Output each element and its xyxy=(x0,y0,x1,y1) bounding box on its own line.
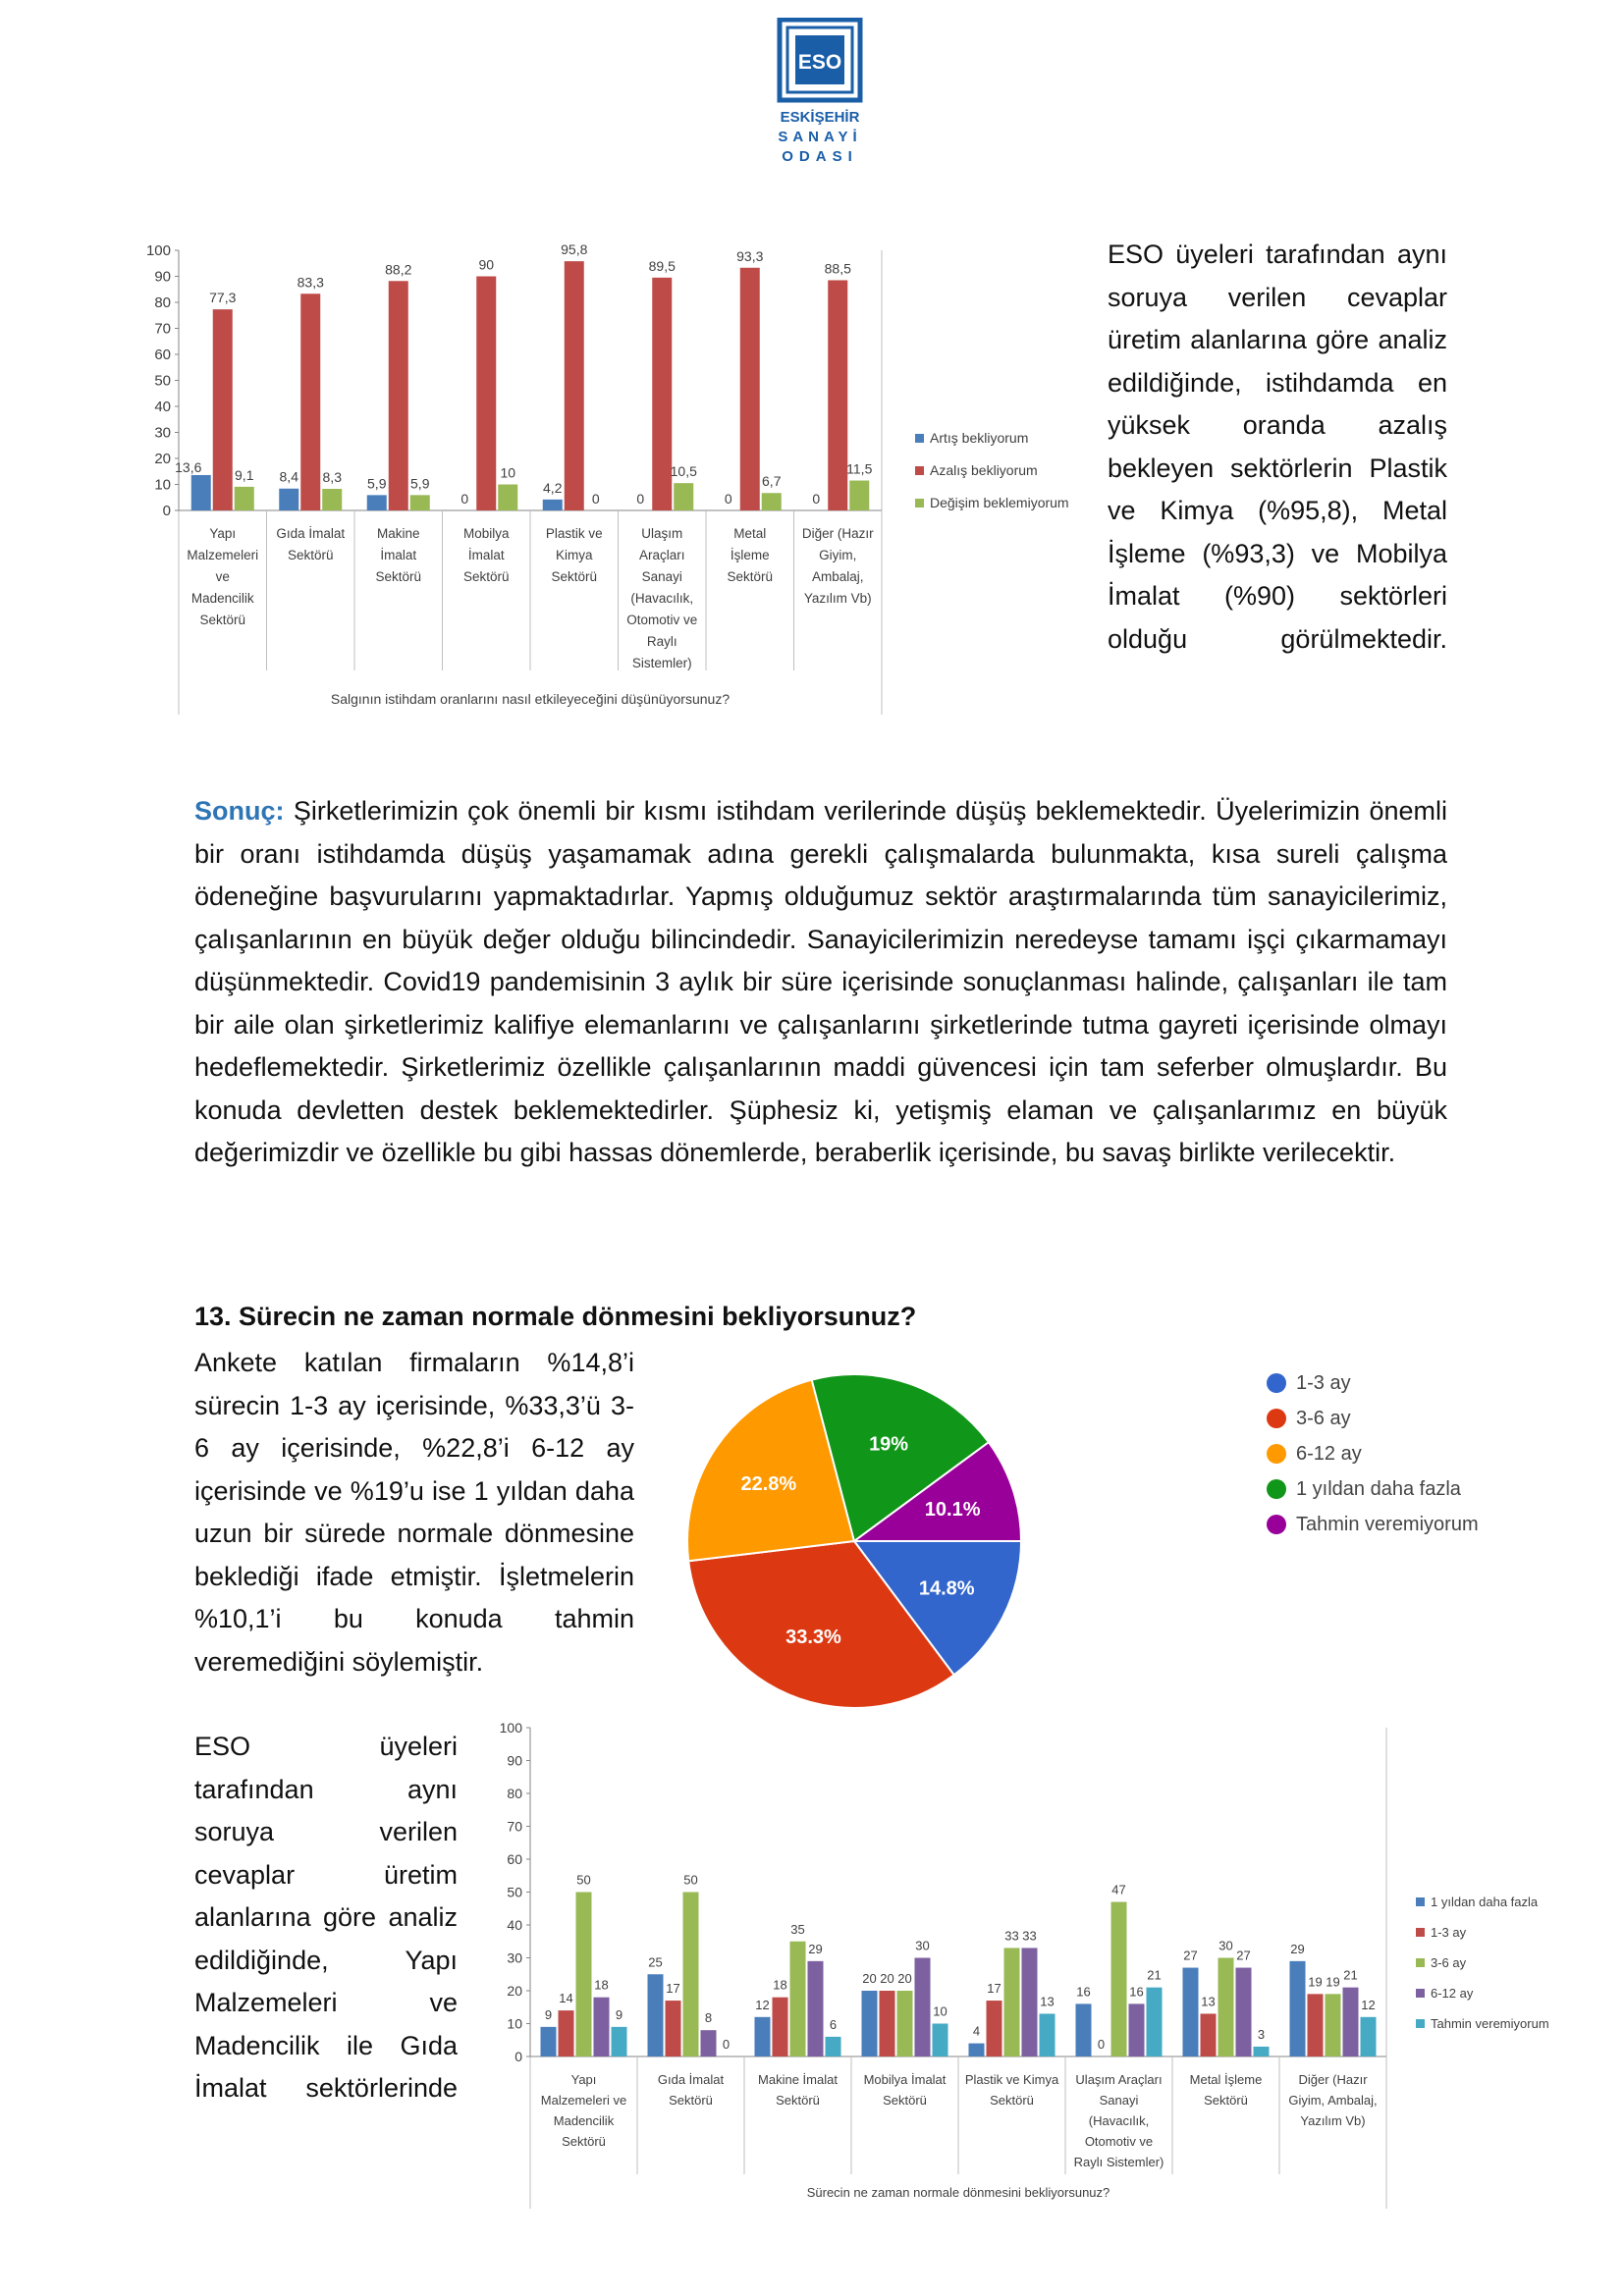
chart1-bar xyxy=(279,489,298,510)
chart3-y-tick-label: 100 xyxy=(499,1720,522,1735)
chart3-data-label: 35 xyxy=(790,1921,805,1937)
chart3-data-label: 9 xyxy=(615,2006,623,2022)
chart1-bar xyxy=(740,268,760,510)
chart3-bar xyxy=(1326,1994,1341,2056)
chart3-data-label: 47 xyxy=(1111,1882,1126,1897)
eso-logo xyxy=(776,18,864,165)
chart3-y-tick-label: 60 xyxy=(507,1851,522,1867)
chart1-category-label: Sektörü xyxy=(462,569,510,584)
chart1-data-label: 11,5 xyxy=(846,460,873,477)
chart1-bar xyxy=(367,495,387,510)
chart3-bar xyxy=(559,2010,574,2056)
chart1-bar xyxy=(543,500,563,510)
chart1-data-label: 13,6 xyxy=(175,458,202,475)
chart3-y-tick-label: 10 xyxy=(507,2015,522,2032)
chart1-category-label: Sektörü xyxy=(287,548,334,562)
chart3-category-label: Plastik ve Kimya xyxy=(964,2072,1059,2087)
chart3-category-label: Sektörü xyxy=(990,2093,1034,2108)
chart3-bar xyxy=(1343,1988,1359,2056)
pie-legend-label: 6-12 ay xyxy=(1296,1443,1362,1465)
chart3-category-label: Malzemeleri ve xyxy=(540,2093,627,2108)
chart3-bar xyxy=(1183,1968,1199,2056)
chart1-data-label: 4,2 xyxy=(543,479,563,496)
chart3-data-label: 30 xyxy=(915,1938,930,1953)
chart1-data-label: 9,1 xyxy=(235,466,254,483)
chart3-category-label: Sanayi xyxy=(1099,2093,1139,2108)
pie-legend-label: 3-6 ay xyxy=(1296,1408,1351,1429)
chart1-category-label: Giyim, xyxy=(819,548,857,562)
chart3-bar xyxy=(576,1893,592,2057)
chart3-bar xyxy=(701,2030,717,2056)
chart3-y-tick-label: 40 xyxy=(507,1917,522,1933)
chart1-y-tick-label: 60 xyxy=(154,347,171,363)
employment-impact-chart xyxy=(118,231,1090,717)
pie-legend-swatch xyxy=(1267,1409,1286,1428)
chart3-data-label: 27 xyxy=(1236,1948,1251,1963)
conclusion-paragraph xyxy=(194,790,1447,1175)
chart3-data-label: 20 xyxy=(880,1971,894,1986)
chart1-category-label: Diğer (Hazır xyxy=(801,526,874,541)
chart1-category-label: Gıda İmalat xyxy=(276,526,346,541)
chart3-legend-swatch xyxy=(1416,1958,1425,1967)
chart3-bar xyxy=(862,1991,878,2056)
chart3-bar xyxy=(1076,2003,1092,2056)
chart3-category-label: Mobilya İmalat xyxy=(863,2072,947,2087)
chart1-category-label: Metal xyxy=(733,526,767,541)
chart3-title: Sürecin ne zaman normale dönmesini bekliyorsunuz? xyxy=(806,2185,1110,2200)
chart3-data-label: 21 xyxy=(1147,1967,1162,1983)
chart1-legend-swatch xyxy=(915,499,924,507)
section3-paragraph: ESO üyeleri tarafından aynı soruya verilen cevaplar üretim alanlarına göre analiz edildiğinde, Yapı Malzemeleri ve Madencilik ile Gıda İmalat sektörlerinde xyxy=(194,1732,458,2103)
chart1-bar xyxy=(498,485,517,511)
chart3-data-label: 17 xyxy=(987,1981,1001,1997)
chart3-data-label: 0 xyxy=(722,2037,731,2052)
chart3-legend-label: 1-3 ay xyxy=(1431,1925,1467,1940)
chart1-category-label: Sanayi xyxy=(641,569,682,584)
chart3-bar xyxy=(1040,2013,1056,2056)
chart1-bar xyxy=(762,493,782,510)
chart3-bar xyxy=(666,2001,681,2056)
chart1-data-label: 8,4 xyxy=(279,468,298,485)
pie-legend-swatch xyxy=(1267,1444,1286,1464)
chart1-data-label: 10 xyxy=(500,464,516,481)
chart3-data-label: 6 xyxy=(829,2016,838,2032)
chart3-bar xyxy=(1218,1958,1234,2057)
chart1-category-label: Mobilya xyxy=(462,526,510,541)
chart1-bar xyxy=(213,309,233,510)
chart1-y-tick-label: 80 xyxy=(154,294,171,311)
chart1-data-label: 0 xyxy=(724,491,732,507)
chart1-data-label: 8,3 xyxy=(322,469,342,486)
chart1-y-tick-label: 40 xyxy=(154,399,171,415)
chart3-category-label: Sektörü xyxy=(562,2134,606,2149)
logo-abbr: ESO xyxy=(797,51,842,74)
chart1-y-tick-label: 0 xyxy=(162,503,171,519)
chart1-data-label: 10,5 xyxy=(670,463,697,480)
chart3-legend-label: 3-6 ay xyxy=(1431,1955,1467,1970)
chart1-y-tick-label: 90 xyxy=(154,268,171,286)
chart1-legend-label: Artış bekliyorum xyxy=(930,430,1029,446)
chart3-data-label: 4 xyxy=(972,2023,981,2039)
conclusion-label: Sonuç: xyxy=(194,796,285,826)
chart1-category-label: Yapı xyxy=(209,526,237,541)
chart1-category-label: Ulaşım xyxy=(641,526,683,541)
chart3-data-label: 21 xyxy=(1343,1967,1358,1983)
chart1-data-label: 5,9 xyxy=(410,475,430,492)
chart1-bar xyxy=(476,277,496,511)
pie-legend-label: 1-3 ay xyxy=(1296,1372,1351,1394)
chart1-title: Salgının istihdam oranlarını nasıl etkileyeceğini düşünüyorsunuz? xyxy=(330,691,731,707)
chart1-data-label: 5,9 xyxy=(367,475,387,492)
chart1-data-label: 6,7 xyxy=(762,473,782,490)
chart3-data-label: 0 xyxy=(1097,2037,1106,2052)
chart3-bar xyxy=(648,1974,664,2056)
question13-title: 13. Sürecin ne zaman normale dönmesini bekliyorsunuz? xyxy=(194,1302,917,1331)
chart3-data-label: 3 xyxy=(1257,2026,1266,2042)
chart3-y-tick-label: 80 xyxy=(507,1786,522,1801)
chart3-category-label: Makine İmalat xyxy=(758,2072,838,2087)
chart3-legend-swatch xyxy=(1416,2019,1425,2028)
chart3-data-label: 19 xyxy=(1326,1974,1340,1990)
chart3-bar xyxy=(880,1991,895,2056)
pie-legend-swatch xyxy=(1267,1479,1286,1499)
chart3-data-label: 25 xyxy=(648,1954,663,1970)
chart1-data-label: 0 xyxy=(460,491,469,507)
chart1-y-tick-label: 20 xyxy=(154,451,171,467)
normalization-by-sector-chart xyxy=(491,1713,1581,2209)
chart1-category-label: Otomotiv ve xyxy=(626,613,698,627)
chart3-data-label: 18 xyxy=(773,1977,787,1993)
chart3-y-tick-label: 90 xyxy=(507,1752,522,1769)
chart1-category-label: Ambalaj, xyxy=(811,569,864,584)
chart1-y-tick-label: 100 xyxy=(145,242,171,259)
chart3-data-label: 50 xyxy=(576,1872,591,1888)
chart3-bar xyxy=(808,1961,824,2056)
chart3-bar xyxy=(594,1998,610,2056)
chart3-bar xyxy=(969,2044,985,2056)
chart3-data-label: 50 xyxy=(683,1872,698,1888)
chart1-y-tick-label: 70 xyxy=(154,320,171,338)
chart1-bar xyxy=(235,487,254,510)
chart3-data-label: 13 xyxy=(1040,1994,1055,2009)
logo-line1: ESKİŞEHİR xyxy=(780,109,860,126)
chart1-bar xyxy=(828,280,847,510)
chart3-data-label: 8 xyxy=(704,2010,713,2026)
chart3-category-label: Giyim, Ambalaj, xyxy=(1288,2093,1378,2108)
chart3-category-label: Sektörü xyxy=(776,2093,820,2108)
chart3-data-label: 10 xyxy=(933,2003,947,2019)
chart3-bar xyxy=(1022,1948,1038,2056)
chart1-legend-label: Azalış bekliyorum xyxy=(930,462,1038,478)
eso-logo-mark xyxy=(776,18,864,165)
chart3-category-label: Yapı xyxy=(570,2072,597,2087)
chart1-bar xyxy=(674,483,693,510)
chart3-data-label: 12 xyxy=(1361,1997,1376,2012)
chart1-bar xyxy=(849,481,869,510)
conclusion-text: Şirketlerimizin çok önemli bir kısmı istihdam verilerinde düşüş beklemektedir. Üyelerimizin önemli bir oranı istihdamda düşüş yaşamamak adına gerekli çalışmalarda bulunmakta, kısa sureli çalışma ödeneğine başvurularını yapmaktadırlar. Yapmış olduğumuz sektör araştırmalarında tüm sanayicilerimiz, çalışanlarının en büyük değer olduğu bilincindedir. Sanayicilerimizin neredeyse tamamı işçi çıkarmamayı düşünmektedir. Covid19 pandemisinin 3 aylık bir süre içerisinde sonuçlanması halinde, çalışanları ile tam bir aile olan şirketlerimiz kalifiye elemanlarını ve çalışanlarını şirketlerinde tutma gayreti içerisinde olmayı hedeflemektedir. Şirketlerimiz özellikle çalışanlarının maddi güvencesi için tam seferber olmuşlardır. Bu konuda devletten destek beklemektedirler. Şüphesiz ki, yetişmiş elaman ve çalışanlarımız en büyük değerimizdir ve özellikle bu gibi hassas dönemlerde, beraberlik içerisinde, bu savaş birlikte verilecektir. xyxy=(194,796,1447,1167)
chart1-data-label: 77,3 xyxy=(209,290,237,306)
chart1-category-label: ve xyxy=(215,569,230,584)
chart3-bar xyxy=(1201,2013,1217,2056)
chart3-category-label: Metal İşleme xyxy=(1189,2072,1263,2087)
chart3-category-label: Gıda İmalat xyxy=(657,2072,725,2087)
pie-slice-label: 22.8% xyxy=(740,1472,797,1495)
pie-legend-label: Tahmin veremiyorum xyxy=(1296,1514,1479,1535)
chart3-data-label: 9 xyxy=(544,2006,553,2022)
chart3-category-label: Raylı Sistemler) xyxy=(1073,2155,1164,2169)
chart1-data-label: 93,3 xyxy=(736,247,764,264)
chart1-category-label: İmalat xyxy=(467,548,505,562)
chart3-data-label: 30 xyxy=(1218,1938,1233,1953)
chart1-category-label: Raylı xyxy=(646,634,677,649)
chart3-bar xyxy=(1111,1902,1127,2056)
chart3-bar xyxy=(1361,2017,1377,2056)
pie-slice-label: 19% xyxy=(869,1433,909,1456)
chart3-bar xyxy=(1290,1961,1306,2056)
chart1-category-label: Sektörü xyxy=(199,613,246,627)
chart3-y-tick-label: 50 xyxy=(507,1884,522,1900)
chart1-data-label: 0 xyxy=(812,491,821,507)
chart3-category-label: Sektörü xyxy=(883,2093,927,2108)
chart3-category-label: Otomotiv ve xyxy=(1084,2134,1154,2149)
chart3-data-label: 13 xyxy=(1201,1994,1216,2009)
chart3-bar xyxy=(541,2027,557,2056)
chart1-category-label: İşleme xyxy=(730,548,770,562)
chart1-data-label: 0 xyxy=(636,491,645,507)
chart1-y-tick-label: 10 xyxy=(154,476,171,494)
chart1-data-label: 89,5 xyxy=(648,257,676,274)
chart3-bar xyxy=(933,2024,948,2057)
chart3-legend-swatch xyxy=(1416,1989,1425,1998)
normalization-pie-chart xyxy=(668,1350,1532,1733)
chart3-data-label: 12 xyxy=(755,1997,770,2012)
question13-paragraph: Ankete katılan firmaların %14,8’i sürecin 1-3 ay içerisinde, %33,3’ü 3-6 ay içerisinde, %22,8’i 6-12 ay içerisinde ve %19’u ise 1 yıldan daha uzun bir sürede normale dönmesine beklediği ifade etmiştir. İşletmelerin %10,1’i bu konuda tahmin veremediğini söylemiştir. xyxy=(194,1348,634,1677)
chart3-bar xyxy=(1004,1948,1020,2056)
chart3-bar xyxy=(773,1998,788,2056)
chart3-y-tick-label: 30 xyxy=(507,1949,522,1966)
chart1-data-label: 90 xyxy=(478,256,495,273)
chart1-category-label: Madencilik xyxy=(190,591,254,606)
chart1-category-label: Sistemler) xyxy=(631,656,692,670)
chart1-data-label: 0 xyxy=(591,491,600,507)
chart3-legend-label: 1 yıldan daha fazla xyxy=(1431,1895,1539,1909)
chart3-legend-label: Tahmin veremiyorum xyxy=(1431,2016,1549,2031)
chart3-category-label: Sektörü xyxy=(669,2093,713,2108)
chart3-data-label: 33 xyxy=(1022,1928,1037,1944)
chart1-category-label: Plastik ve xyxy=(545,526,603,541)
chart1-data-label: 95,8 xyxy=(561,241,588,258)
chart3-category-label: Yazılım Vb) xyxy=(1300,2113,1366,2128)
logo-line3: ODASI xyxy=(782,148,858,165)
chart3-y-tick-label: 0 xyxy=(514,2049,522,2064)
chart1-data-label: 88,2 xyxy=(385,261,412,278)
chart3-bar xyxy=(1147,1988,1163,2056)
chart1-category-label: Makine xyxy=(376,526,420,541)
pie-slice-label: 14.8% xyxy=(918,1577,975,1600)
chart3-bar xyxy=(1236,1968,1252,2056)
chart1-legend-swatch xyxy=(915,466,924,475)
chart3-category-label: Madencilik xyxy=(553,2113,615,2128)
chart1-y-tick-label: 50 xyxy=(154,372,171,390)
chart3-y-tick-label: 70 xyxy=(507,1818,522,1835)
chart1-bar xyxy=(300,294,320,510)
chart1-category-label: Sektörü xyxy=(375,569,422,584)
chart1-bar xyxy=(191,475,211,510)
chart3-data-label: 29 xyxy=(1290,1941,1305,1956)
pie-legend-swatch xyxy=(1267,1373,1286,1393)
chart3-data-label: 14 xyxy=(559,1991,573,2006)
chart3-bar xyxy=(897,1991,913,2056)
chart3-bar xyxy=(1254,2047,1270,2056)
chart3-data-label: 20 xyxy=(897,1971,912,1986)
chart3-bar xyxy=(683,1893,699,2057)
chart3-y-tick-label: 20 xyxy=(507,1983,522,1999)
chart3-category-label: Sektörü xyxy=(1204,2093,1248,2108)
chart1-bar xyxy=(410,495,430,510)
chart3-data-label: 16 xyxy=(1076,1984,1091,2000)
pie-slice-label: 33.3% xyxy=(785,1626,841,1648)
chart1-y-tick-label: 30 xyxy=(154,424,171,442)
chart1-category-label: Araçları xyxy=(638,548,685,562)
chart3-bar xyxy=(1308,1994,1324,2056)
chart3-category-label: Ulaşım Araçları xyxy=(1075,2072,1163,2087)
chart1-category-label: Sektörü xyxy=(727,569,774,584)
section1-paragraph: ESO üyeleri tarafından aynı soruya verilen cevaplar üretim alanlarına göre analiz edildiğinde, istihdamda en yüksek oranda azalış bekleyen sektörlerin Plastik ve Kimya (%95,8), Metal İşleme (%93,3) ve Mobilya İmalat (%90) sektörleri olduğu görülmektedir. xyxy=(1108,240,1447,654)
chart1-bar xyxy=(389,281,408,510)
chart3-data-label: 29 xyxy=(808,1941,823,1956)
chart3-legend-label: 6-12 ay xyxy=(1431,1986,1474,2001)
chart1-data-label: 88,5 xyxy=(824,260,851,277)
chart3-bar xyxy=(826,2037,841,2056)
chart1-category-label: İmalat xyxy=(380,548,417,562)
chart1-category-label: Sektörü xyxy=(551,569,598,584)
chart3-legend-swatch xyxy=(1416,1897,1425,1906)
chart3-category-label: Diğer (Hazır xyxy=(1298,2072,1368,2087)
chart1-category-label: Yazılım Vb) xyxy=(803,591,872,606)
chart1-category-label: (Havacılık, xyxy=(630,591,694,606)
chart3-data-label: 20 xyxy=(862,1971,877,1986)
chart3-data-label: 27 xyxy=(1183,1948,1198,1963)
chart3-bar xyxy=(755,2017,771,2056)
chart1-bar xyxy=(322,489,342,510)
chart3-data-label: 33 xyxy=(1004,1928,1019,1944)
chart1-data-label: 83,3 xyxy=(297,274,324,291)
chart3-bar xyxy=(612,2027,627,2056)
chart3-data-label: 18 xyxy=(594,1977,609,1993)
chart1-bar xyxy=(652,278,672,510)
pie-legend-label: 1 yıldan daha fazla xyxy=(1296,1478,1461,1500)
chart3-category-label: (Havacılık, xyxy=(1088,2113,1150,2128)
chart1-legend-swatch xyxy=(915,434,924,443)
pie-legend-swatch xyxy=(1267,1515,1286,1534)
pie-slice-label: 10.1% xyxy=(924,1499,981,1522)
chart3-bar xyxy=(915,1958,931,2057)
chart3-data-label: 16 xyxy=(1129,1984,1144,2000)
chart1-category-label: Malzemeleri xyxy=(187,548,259,562)
chart3-bar xyxy=(790,1942,806,2056)
chart3-legend-swatch xyxy=(1416,1928,1425,1937)
chart3-data-label: 17 xyxy=(666,1981,680,1997)
logo-line2: SANAYİ xyxy=(778,129,862,145)
chart1-legend-label: Değişim beklemiyorum xyxy=(930,495,1069,510)
chart1-bar xyxy=(565,261,584,510)
chart1-category-label: Kimya xyxy=(555,548,593,562)
chart3-bar xyxy=(987,2001,1002,2056)
chart3-bar xyxy=(1129,2003,1145,2056)
chart3-data-label: 19 xyxy=(1308,1974,1323,1990)
